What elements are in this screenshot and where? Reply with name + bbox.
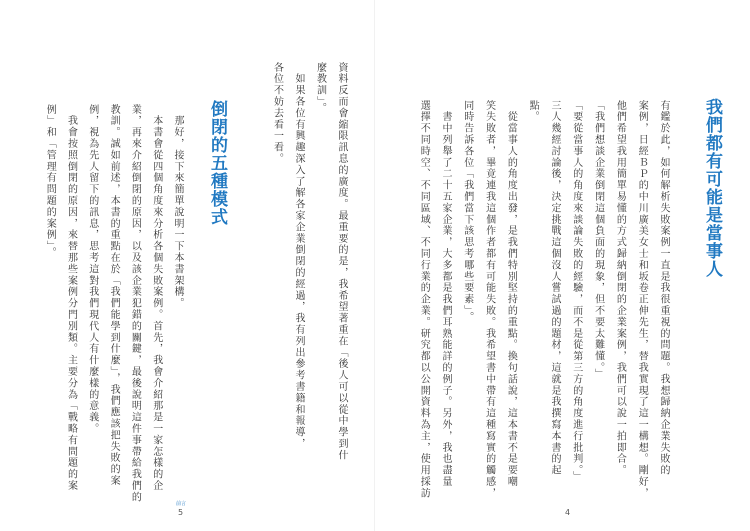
text-column: 笑失敗者，畢竟連我這個作者都有可能失敗。我希望書中帶有這種寫實的觸感， xyxy=(483,100,495,499)
text-column: 從當事人的角度出發，是我們特別堅持的重點。換句話說，這本書不是要嘲 xyxy=(505,100,517,488)
section-heading-five-patterns: 倒閉的五種模式 xyxy=(207,100,227,226)
text-column: 他們希望我用簡單易懂的方式歸納倒閉的企業案例，我們可以說一拍即合。 xyxy=(614,100,626,477)
text-column: 書中列舉了二十五家企業，大多都是我們耳熟能詳的例子。另外，我也盡量 xyxy=(440,100,451,488)
text-column: 例」和「管理有問題的案例」。 xyxy=(44,104,56,259)
text-column: 各位不妨去看一看。 xyxy=(271,62,283,165)
text-column: 例，視為先人留下的訊息，思考這對我們現代人有什麼樣的意義。 xyxy=(86,104,98,435)
running-head: 前言 xyxy=(176,501,187,507)
text-column: 麼教訓」。 xyxy=(314,62,326,114)
page-number-right: 4 xyxy=(565,508,571,517)
text-column: 點。 xyxy=(527,100,539,123)
text-column: 有鑑於此，如何解析失敗案例一直是我很重視的問題。我想歸納企業失敗的 xyxy=(658,100,669,477)
text-column: 資料反而會縮限訊息的廣度。最重要的是，我希望著重在「後人可以從中學到什 xyxy=(336,62,347,461)
right-page xyxy=(375,0,750,531)
section-heading-we-could-be-the-party: 我們都有可能是當事人 xyxy=(702,98,722,278)
text-column: 教訓。誠如前述，本書的重點在於「我們能學到什麼」，我們應該把失敗的案 xyxy=(108,104,120,487)
text-column: 三人幾經討論後，決定挑戰這個沒人嘗試過的題材，這就是我撰寫本書的起 xyxy=(549,100,560,477)
text-column: 本書會從四個角度來分析各個失敗案例。首先，我會介紹那是一家怎樣的企 xyxy=(150,104,162,492)
text-column: 業，再來介紹倒閉的原因，以及該企業犯錯的關鍵，最後說明這件事帶給我們的 xyxy=(129,104,141,503)
text-column: 同時告訴各位「我們當下該思考哪些要素」。 xyxy=(461,100,473,323)
text-column: 選擇不同時空、不同區域、不同行業的企業。研究都以公開資料為主，使用採訪 xyxy=(418,100,430,499)
text-column: 「我們想談企業倒閉這個負面的現象，但不要太難懂。」 xyxy=(592,100,604,380)
text-column: 我會按照倒閉的原因，來替那些案例分門別類。主要分為「戰略有問題的案 xyxy=(65,104,77,492)
text-column: 那好，接下來簡單說明一下本書架構。 xyxy=(172,104,183,310)
text-column: 案例，日經ＢＰ的中川廣美女士和坂卷正伸先生，替我實現了這一構想。剛好， xyxy=(636,100,648,499)
page-number-left: 5 xyxy=(178,508,184,517)
text-column: 「要從當事人的角度來談論失敗的經驗，而不是從第三方的角度進行批判。」 xyxy=(570,100,582,483)
text-column: 如果各位有興趣深入了解各家企業倒閉的經過，我有列出參考書籍和報導， xyxy=(293,62,304,450)
